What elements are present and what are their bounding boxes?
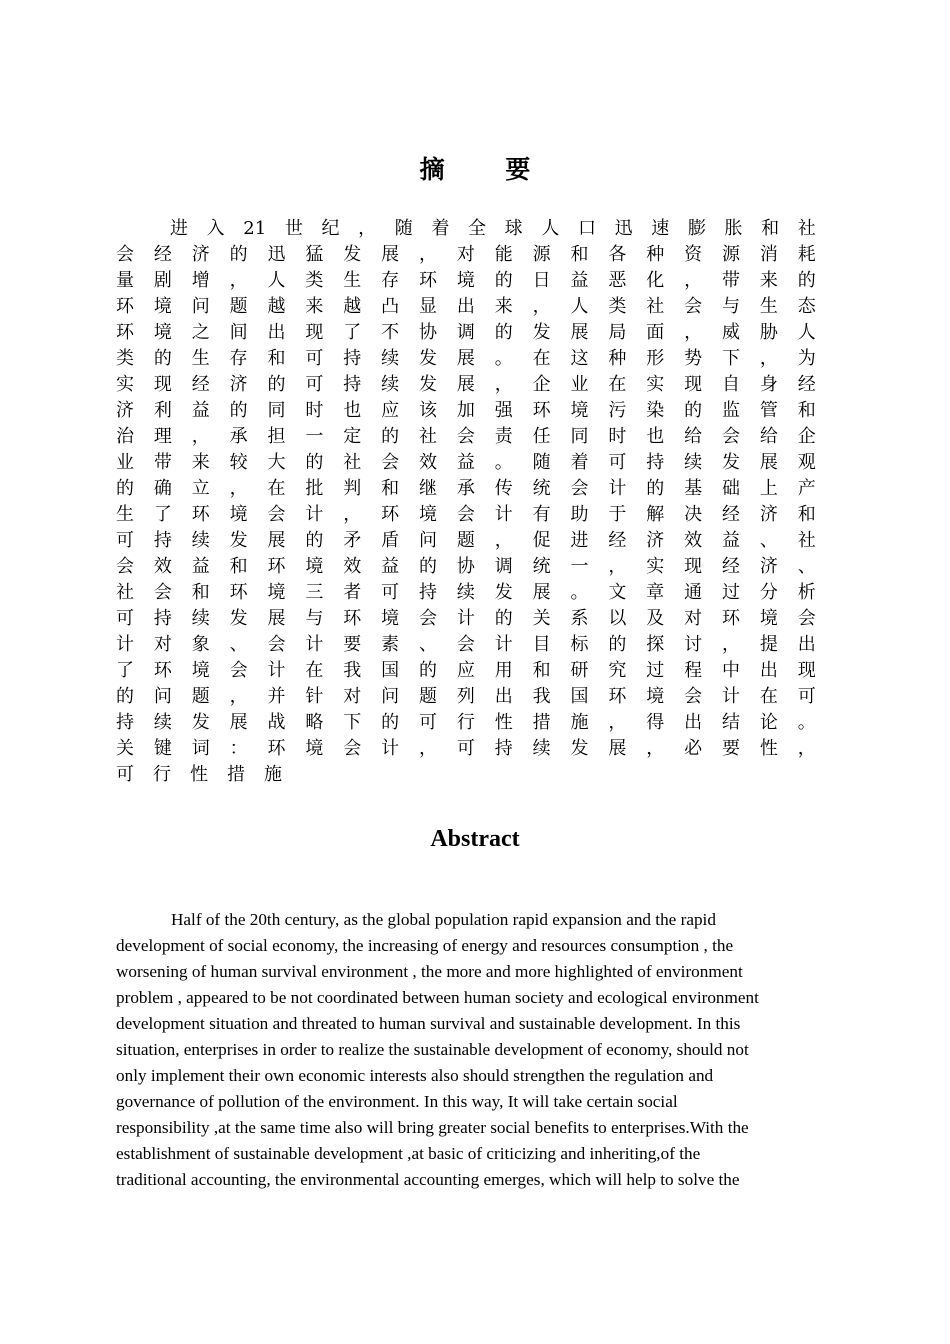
abstract-line: 可 持 续 发 展 的 矛 盾 问 题 ， 促 进 经 济 效 益 、 社 bbox=[116, 530, 816, 551]
abstract-line: 进 入 21 世 纪 ， 随 着 全 球 人 口 迅 速 膨 胀 和 社 bbox=[170, 218, 816, 239]
english-abstract-title: Abstract bbox=[430, 826, 520, 852]
abstract-line: responsibility ,at the same time also will bring greater social benefits to enterprises.With the bbox=[116, 1118, 749, 1137]
abstract-line: problem , appeared to be not coordinated between human society and ecological environment bbox=[116, 988, 759, 1007]
abstract-line: situation, enterprises in order to realize the sustainable development of economy, should not bbox=[116, 1040, 749, 1059]
chinese-abstract-title: 摘 要 bbox=[419, 155, 557, 184]
abstract-line: 会 效 益 和 环 境 效 益 的 协 调 统 一 ， 实 现 经 济 、 bbox=[116, 556, 816, 577]
abstract-line: 的 问 题 ， 并 针 对 问 题 列 出 我 国 环 境 会 计 在 可 bbox=[116, 686, 816, 707]
english-abstract-body bbox=[116, 907, 836, 1193]
abstract-line: development of social economy, the increasing of energy and resources consumption , the bbox=[116, 936, 734, 955]
abstract-line: traditional accounting, the environmental accounting emerges, which will help to solve the bbox=[116, 1170, 740, 1189]
abstract-line: 可 行 性 措 施 bbox=[116, 764, 282, 785]
abstract-line: 治 理 ， 承 担 一 定 的 社 会 责 任 同 时 也 给 会 给 企 bbox=[116, 426, 816, 447]
abstract-line: worsening of human survival environment , the more and more highlighted of environment bbox=[116, 962, 743, 981]
abstract-line: 环 境 之 间 出 现 了 不 协 调 的 发 展 局 面 ， 威 胁 人 bbox=[116, 322, 816, 343]
abstract-line: 业 带 来 较 大 的 社 会 效 益 。 随 着 可 持 续 发 展 观 bbox=[116, 452, 816, 473]
abstract-line: 可 持 续 发 展 与 环 境 会 计 的 关 系 以 及 对 环 境 会 bbox=[116, 608, 816, 629]
abstract-line: 环 境 问 题 越 来 越 凸 显 出 来 ， 人 类 社 会 与 生 态 bbox=[116, 296, 816, 317]
abstract-line: 的 确 立 ， 在 批 判 和 继 承 传 统 会 计 的 基 础 上 产 bbox=[116, 478, 816, 499]
abstract-line: 计 对 象 、 会 计 要 素 、 会 计 目 标 的 探 讨 ， 提 出 bbox=[116, 634, 816, 655]
abstract-line: governance of pollution of the environment. In this way, It will take certain social bbox=[116, 1092, 678, 1111]
abstract-line: 了 环 境 会 计 在 我 国 的 应 用 和 研 究 过 程 中 出 现 bbox=[116, 660, 816, 681]
abstract-line: 量 剧 增 ， 人 类 生 存 环 境 的 日 益 恶 化 ， 带 来 的 bbox=[116, 270, 816, 291]
abstract-line: 济 利 益 的 同 时 也 应 该 加 强 环 境 污 染 的 监 管 和 bbox=[116, 400, 816, 421]
abstract-line: 社 会 和 环 境 三 者 可 持 续 发 展 。 文 章 通 过 分 析 bbox=[116, 582, 816, 603]
abstract-line: 类 的 生 存 和 可 持 续 发 展 。 在 这 种 形 势 下 ， 为 bbox=[116, 348, 816, 369]
chinese-abstract-body bbox=[116, 216, 816, 788]
abstract-line: 实 现 经 济 的 可 持 续 发 展 ， 企 业 在 实 现 自 身 经 bbox=[116, 374, 816, 395]
abstract-line: development situation and threated to human survival and sustainable development. In this bbox=[116, 1014, 741, 1033]
abstract-line: 关 键 词 ： 环 境 会 计 ， 可 持 续 发 展 ， 必 要 性 ， bbox=[116, 738, 816, 759]
abstract-line: establishment of sustainable development ,at basic of criticizing and inheriting,of the bbox=[116, 1144, 701, 1163]
abstract-line: 生 了 环 境 会 计 ， 环 境 会 计 有 助 于 解 决 经 济 和 bbox=[116, 504, 816, 525]
abstract-line: Half of the 20th century, as the global population rapid expansion and the rapid bbox=[171, 910, 716, 929]
abstract-line: 持 续 发 展 战 略 下 的 可 行 性 措 施 ， 得 出 结 论 。 bbox=[116, 712, 816, 733]
abstract-line: 会 经 济 的 迅 猛 发 展 ， 对 能 源 和 各 种 资 源 消 耗 bbox=[116, 244, 816, 265]
abstract-line: only implement their own economic interests also should strengthen the regulation and bbox=[116, 1066, 714, 1085]
